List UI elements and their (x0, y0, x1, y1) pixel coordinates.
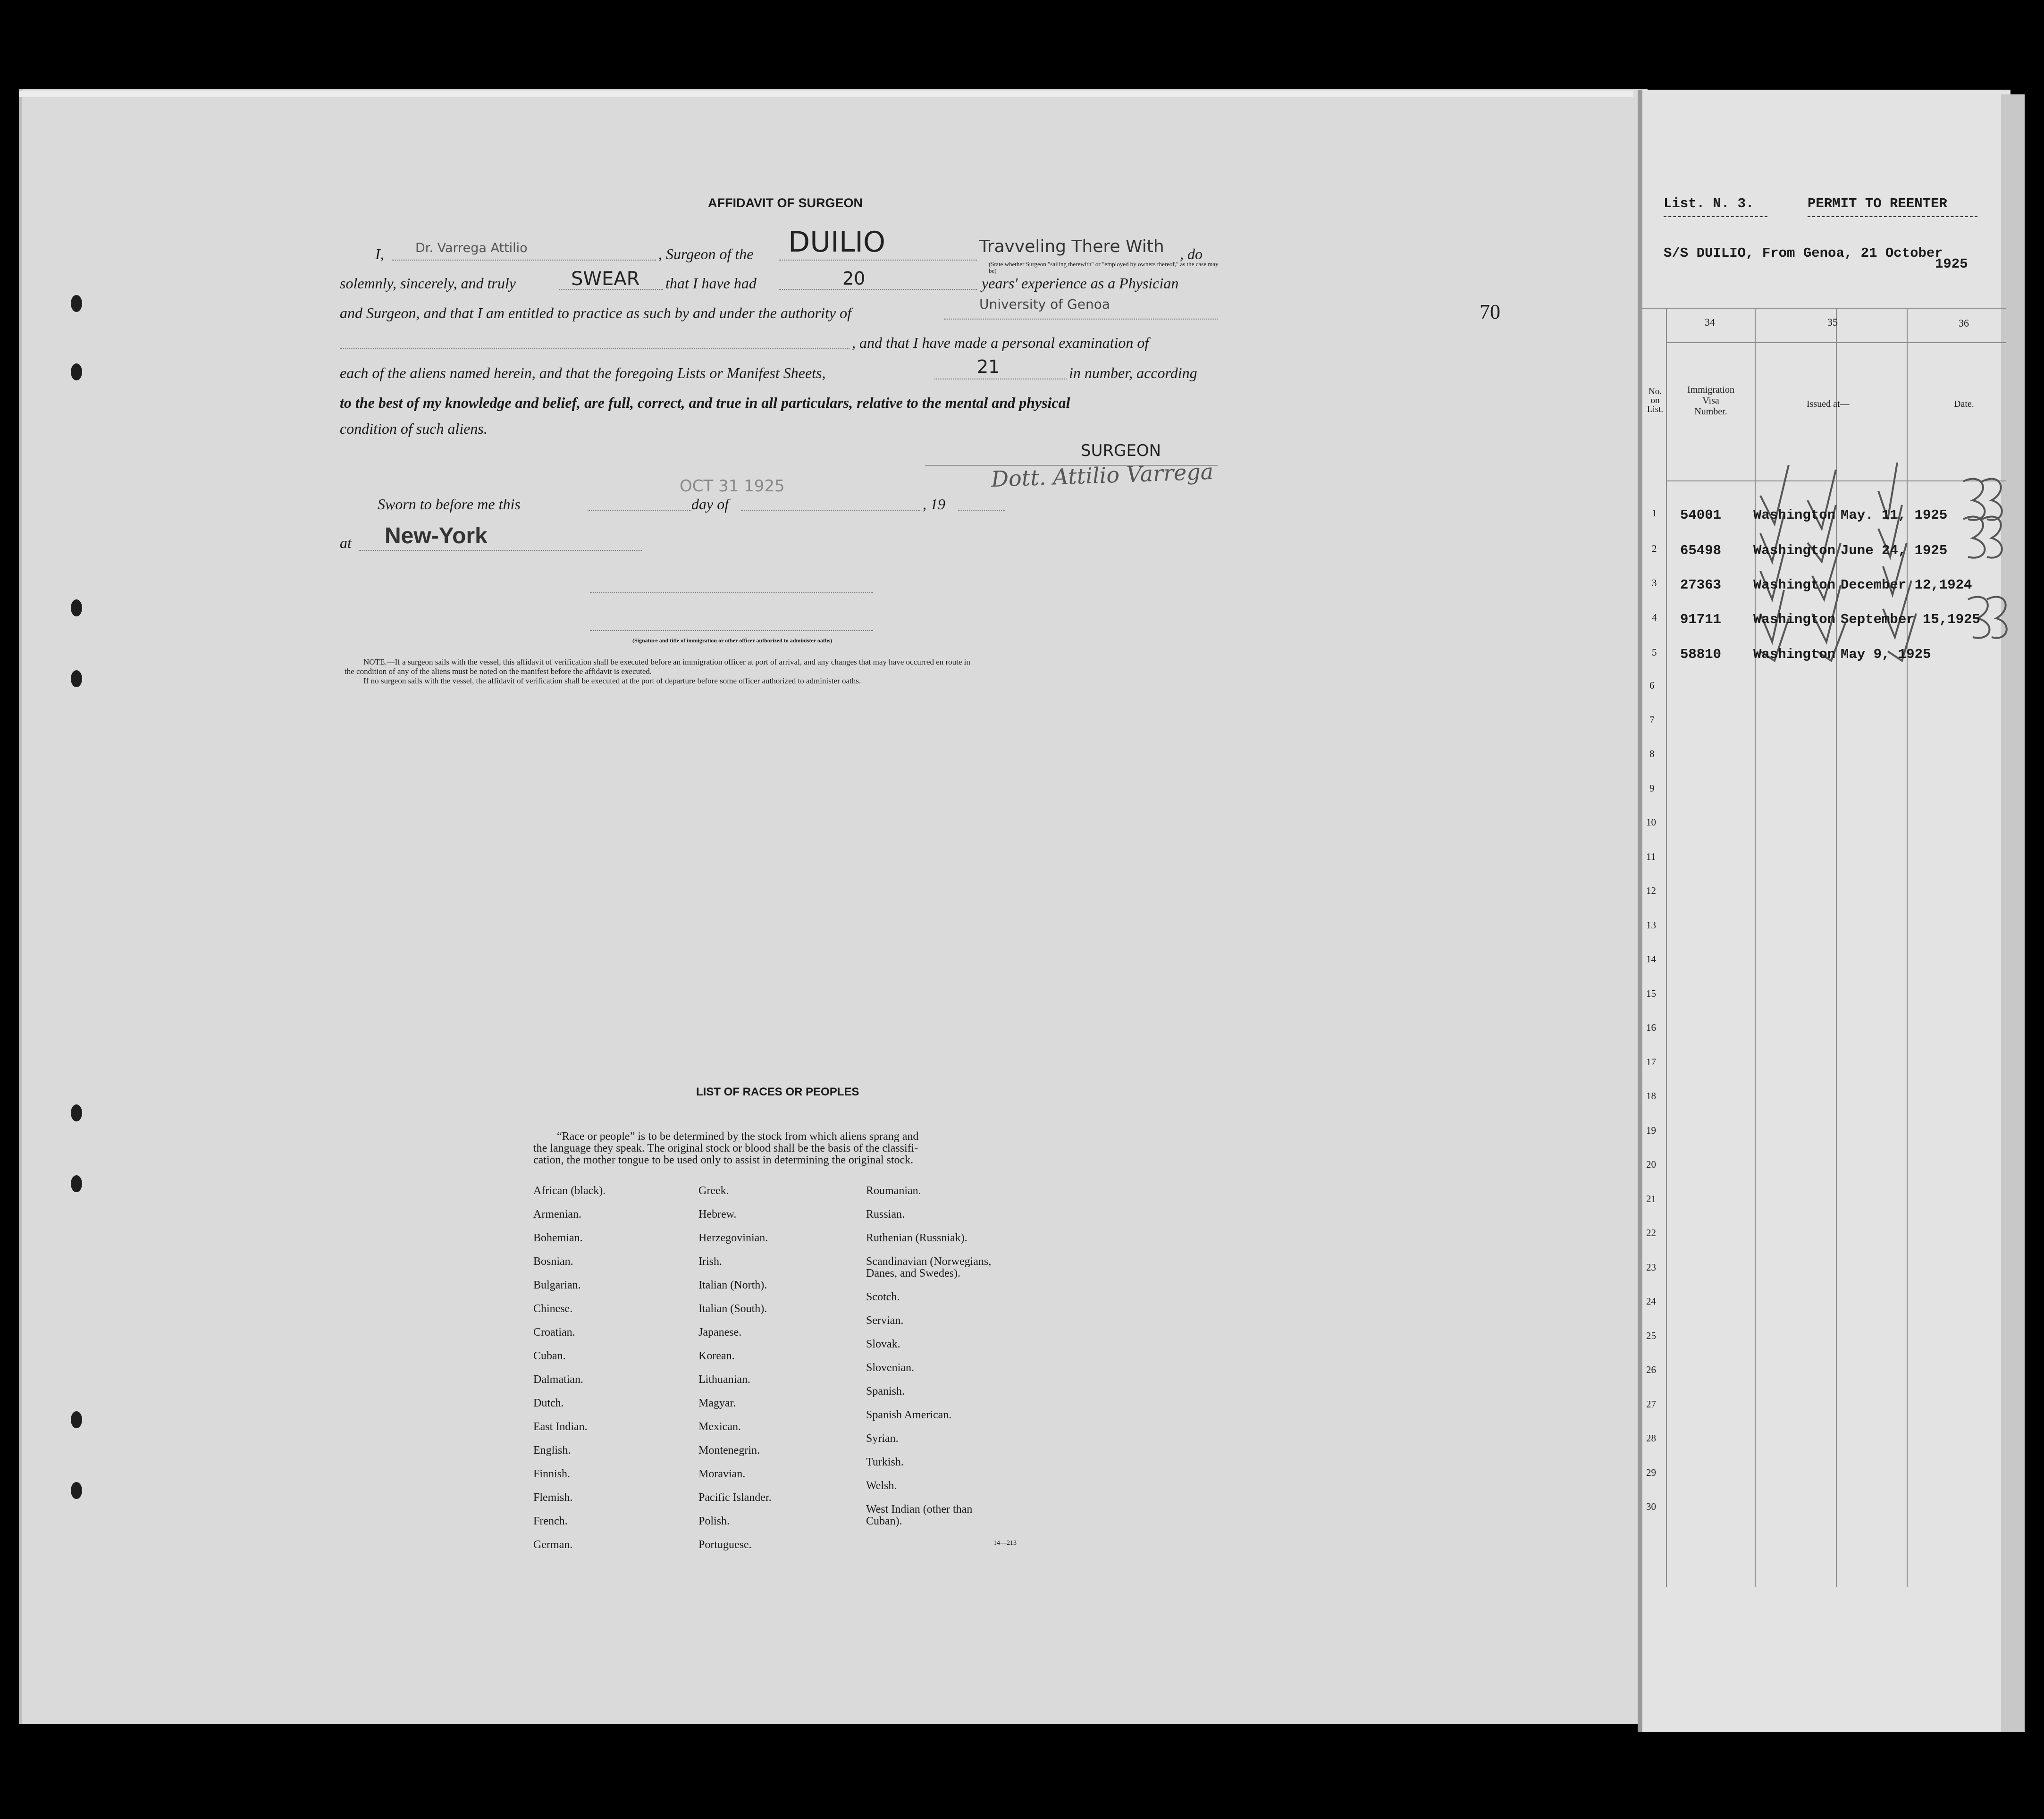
traveling-stamp: Travveling There With (979, 237, 1164, 256)
handwritten-checkmarks (1746, 463, 2010, 665)
race-item: English. (533, 1444, 571, 1457)
race-item: Scotch. (866, 1291, 900, 1303)
race-item: Ruthenian (Russniak). (866, 1232, 967, 1244)
years-stamp: 20 (842, 268, 866, 289)
race-item: Flemish. (533, 1491, 573, 1504)
race-item: Lithuanian. (698, 1373, 750, 1386)
row-number: 14 (1646, 953, 1656, 965)
header-visa-number: Immigration Visa Number. (1687, 385, 1734, 417)
race-item: Chinese. (533, 1303, 573, 1315)
race-item: West Indian (other than (866, 1503, 973, 1516)
issued-place: Washington (1753, 507, 1836, 523)
race-item: French. (533, 1515, 568, 1527)
fill-line (741, 510, 920, 511)
row-number: 22 (1646, 1227, 1656, 1238)
race-item: Croatian. (533, 1326, 575, 1339)
table-rule (1666, 342, 2006, 343)
race-item: Spanish. (866, 1385, 905, 1398)
table-rule (1666, 308, 1667, 1587)
affidavit-text: to the best of my knowledge and belief, are full, correct, and true in all particulars, relative to the mental and physical (340, 394, 1070, 411)
race-item: Servian. (866, 1314, 904, 1327)
race-item: Roumanian. (866, 1185, 921, 1197)
race-item: Italian (South). (698, 1303, 767, 1315)
affidavit-text: each of the aliens named herein, and that the foregoing Lists or Manifest Sheets, (340, 364, 826, 381)
binding-hole (71, 599, 82, 616)
row-number: 21 (1646, 1193, 1656, 1204)
header-no-on-list: No. on List. (1647, 387, 1664, 414)
binding-hole (71, 1175, 82, 1192)
issue-date: June 24, 1925 (1841, 543, 1948, 558)
affidavit-text: years' experience as a Physician (982, 275, 1179, 292)
issued-place: Washington (1753, 612, 1836, 627)
race-item: Spanish American. (866, 1409, 952, 1421)
row-number: 8 (1649, 748, 1655, 759)
visa-number: 54001 (1680, 507, 1722, 523)
race-item: East Indian. (533, 1421, 588, 1433)
row-number: 15 (1646, 987, 1656, 999)
fill-line (359, 550, 642, 551)
fill-line (340, 348, 850, 349)
row-number: 23 (1646, 1261, 1656, 1273)
affidavit-text: and Surgeon, and that I am entitled to practice as such by and under the authority of (340, 304, 851, 321)
affidavit-text: Sworn to before me this (378, 496, 521, 513)
race-item: Polish. (698, 1515, 730, 1527)
race-item: Montenegrin. (698, 1444, 760, 1457)
ship-year: 1925 (1935, 256, 1968, 272)
race-item: Bulgarian. (533, 1279, 581, 1291)
race-item: Cuban). (866, 1515, 902, 1527)
race-item: Syrian. (866, 1432, 899, 1445)
fill-line (588, 510, 691, 511)
binding-hole (71, 1411, 82, 1428)
affidavit-text: at (340, 534, 352, 551)
affidavit-text: , Surgeon of the (658, 245, 754, 262)
row-number: 11 (1646, 851, 1656, 862)
row-number: 20 (1646, 1159, 1656, 1170)
visa-number: 91711 (1680, 612, 1722, 627)
row-number: 17 (1646, 1056, 1656, 1068)
issue-date: December 12,1924 (1841, 577, 1972, 593)
row-number: 27 (1646, 1398, 1656, 1410)
races-intro: “Race or people” is to be determined by the stock from which aliens sprang and (557, 1130, 919, 1143)
ship-line: S/S DUILIO, From Genoa, 21 October (1664, 245, 1943, 261)
row-number: 25 (1646, 1330, 1656, 1341)
affidavit-text: that I have had (665, 275, 757, 292)
column-number: 34 (1705, 316, 1715, 328)
race-item: Hebrew. (698, 1208, 737, 1221)
affidavit-text: , do (1180, 245, 1203, 262)
race-item: Scandinavian (Norwegians, (866, 1255, 992, 1268)
row-number: 19 (1646, 1124, 1656, 1136)
issue-date: May. 11, 1925 (1841, 507, 1948, 523)
race-item: African (black). (533, 1185, 606, 1197)
race-item: Moravian. (698, 1468, 746, 1480)
race-item: Armenian. (533, 1208, 581, 1221)
sheet-right-edge (2001, 94, 2025, 1732)
fill-line (590, 630, 873, 631)
issued-place: Washington (1753, 543, 1836, 558)
sheets-stamp: 21 (977, 356, 1000, 377)
header-issued-at: Issued at— (1807, 399, 1850, 409)
race-item: Slovak. (866, 1338, 900, 1350)
row-number: 1 (1652, 507, 1657, 519)
binding-hole (71, 670, 82, 687)
fill-line (590, 592, 873, 593)
row-number: 4 (1652, 612, 1657, 623)
binding-hole (71, 1104, 82, 1121)
vessel-name: DUILIO (788, 226, 886, 259)
races-intro: cation, the mother tongue to be used only to assist in determining the original stock. (533, 1154, 914, 1166)
row-number: 24 (1646, 1296, 1656, 1307)
visa-number: 65498 (1680, 543, 1722, 558)
row-number: 28 (1646, 1432, 1656, 1444)
race-item: Dalmatian. (533, 1373, 583, 1386)
fill-line (779, 289, 977, 290)
underline (1808, 216, 1977, 217)
row-number: 6 (1649, 680, 1655, 691)
visa-number: 27363 (1680, 577, 1722, 593)
officer-caption: (Signature and title of immigration or other officer authorized to administer oaths) (632, 637, 833, 644)
fill-line (392, 260, 656, 261)
race-item: Turkish. (866, 1456, 904, 1468)
race-item: Italian (North). (698, 1279, 767, 1291)
affidavit-note: the condition of any of the aliens must be noted on the manifest before the affidavit is executed. (345, 667, 652, 676)
column-number: 36 (1959, 317, 1969, 329)
affidavit-note: If no surgeon sails with the vessel, the affidavit of verification shall be executed at the port of departure before some officer authorized to administer oaths. (363, 676, 861, 685)
race-item: Magyar. (698, 1397, 736, 1409)
list-label: List. N. 3. (1664, 196, 1754, 211)
oath-stamp: SWEAR (571, 268, 640, 290)
race-item: Herzegovinian. (698, 1232, 768, 1244)
page-number: 70 (1480, 300, 1500, 323)
race-item: Russian. (866, 1208, 905, 1221)
race-item: Welsh. (866, 1480, 897, 1492)
race-item: Greek. (698, 1185, 729, 1197)
row-number: 9 (1649, 782, 1655, 794)
issued-place: Washington (1753, 577, 1836, 593)
race-item: Korean. (698, 1350, 735, 1362)
permit-title: PERMIT TO REENTER (1808, 196, 1947, 211)
authority-stamp: University of Genoa (979, 296, 1110, 312)
fill-line (944, 319, 1218, 320)
affidavit-title: AFFIDAVIT OF SURGEON (708, 196, 863, 210)
race-item: Portuguese. (698, 1539, 752, 1551)
row-number: 18 (1646, 1090, 1656, 1102)
affidavit-text: solemnly, sincerely, and truly (340, 275, 516, 292)
fill-line (779, 260, 977, 261)
binding-hole (71, 295, 82, 312)
race-item: Dutch. (533, 1397, 564, 1409)
race-item: Bosnian. (533, 1255, 573, 1268)
row-number: 3 (1652, 577, 1657, 589)
column-number: 35 (1827, 316, 1838, 328)
place-stamp: New-York (385, 523, 488, 548)
visa-number: 58810 (1680, 647, 1722, 662)
issue-date: May 9, 1925 (1841, 647, 1931, 662)
race-item: Pacific Islander. (698, 1491, 772, 1504)
table-rule (1642, 308, 2006, 309)
row-number: 30 (1646, 1501, 1656, 1512)
row-number: 16 (1646, 1022, 1656, 1033)
surgeon-name: Dr. Varrega Attilio (415, 241, 528, 255)
race-item: Finnish. (533, 1468, 571, 1480)
race-item: Danes, and Swedes). (866, 1267, 960, 1280)
affidavit-text: in number, according (1069, 364, 1197, 381)
state-note: (State whether Surgeon "sailing therewith" or "employed by owners thereof," as the case may be) (989, 261, 1219, 274)
row-number: 10 (1646, 817, 1656, 828)
row-number: 26 (1646, 1364, 1656, 1375)
affidavit-text: I, (375, 245, 384, 262)
surgeon-signature: Dott. Attilio Varrega (991, 458, 1214, 492)
row-number: 12 (1646, 885, 1656, 896)
race-item: German. (533, 1539, 573, 1551)
row-number: 29 (1646, 1466, 1656, 1478)
race-item: Cuban. (533, 1350, 566, 1362)
affidavit-text: , and that I have made a personal examination of (852, 334, 1149, 351)
affidavit-sheet (19, 89, 1648, 1724)
race-item: Bohemian. (533, 1232, 583, 1244)
form-number: 14—213 (993, 1540, 1017, 1547)
row-number: 5 (1652, 647, 1657, 658)
date-stamp: OCT 31 1925 (680, 477, 785, 496)
affidavit-text: day of (691, 496, 729, 513)
issued-place: Washington (1753, 647, 1836, 662)
race-item: Mexican. (698, 1421, 741, 1433)
sheet-top-edge (19, 91, 1633, 97)
underline (1664, 216, 1767, 217)
races-title: LIST OF RACES OR PEOPLES (696, 1086, 859, 1098)
issue-date: September 15,1925 (1841, 612, 1980, 627)
race-item: Slovenian. (866, 1362, 914, 1374)
affidavit-text: condition of such aliens. (340, 420, 488, 437)
race-item: Irish. (698, 1255, 722, 1268)
header-date: Date. (1954, 399, 1974, 409)
affidavit-text: , 19 (923, 496, 945, 513)
row-number: 13 (1646, 919, 1656, 931)
races-intro: the language they speak. The original stock or blood shall be the basis of the classifi- (533, 1142, 918, 1154)
row-number: 2 (1652, 543, 1657, 554)
binding-hole (71, 1482, 82, 1499)
row-number: 7 (1649, 714, 1655, 725)
binding-hole (71, 363, 82, 380)
affidavit-note: NOTE.—If a surgeon sails with the vessel, this affidavit of verification shall be executed before an immigration officer at port of arrival, and any changes that may have occurred en route in (363, 657, 970, 666)
signature-title: SURGEON (1081, 441, 1161, 460)
race-item: Japanese. (698, 1326, 742, 1339)
fill-line (958, 510, 1005, 511)
permit-sheet (1638, 90, 2010, 1732)
